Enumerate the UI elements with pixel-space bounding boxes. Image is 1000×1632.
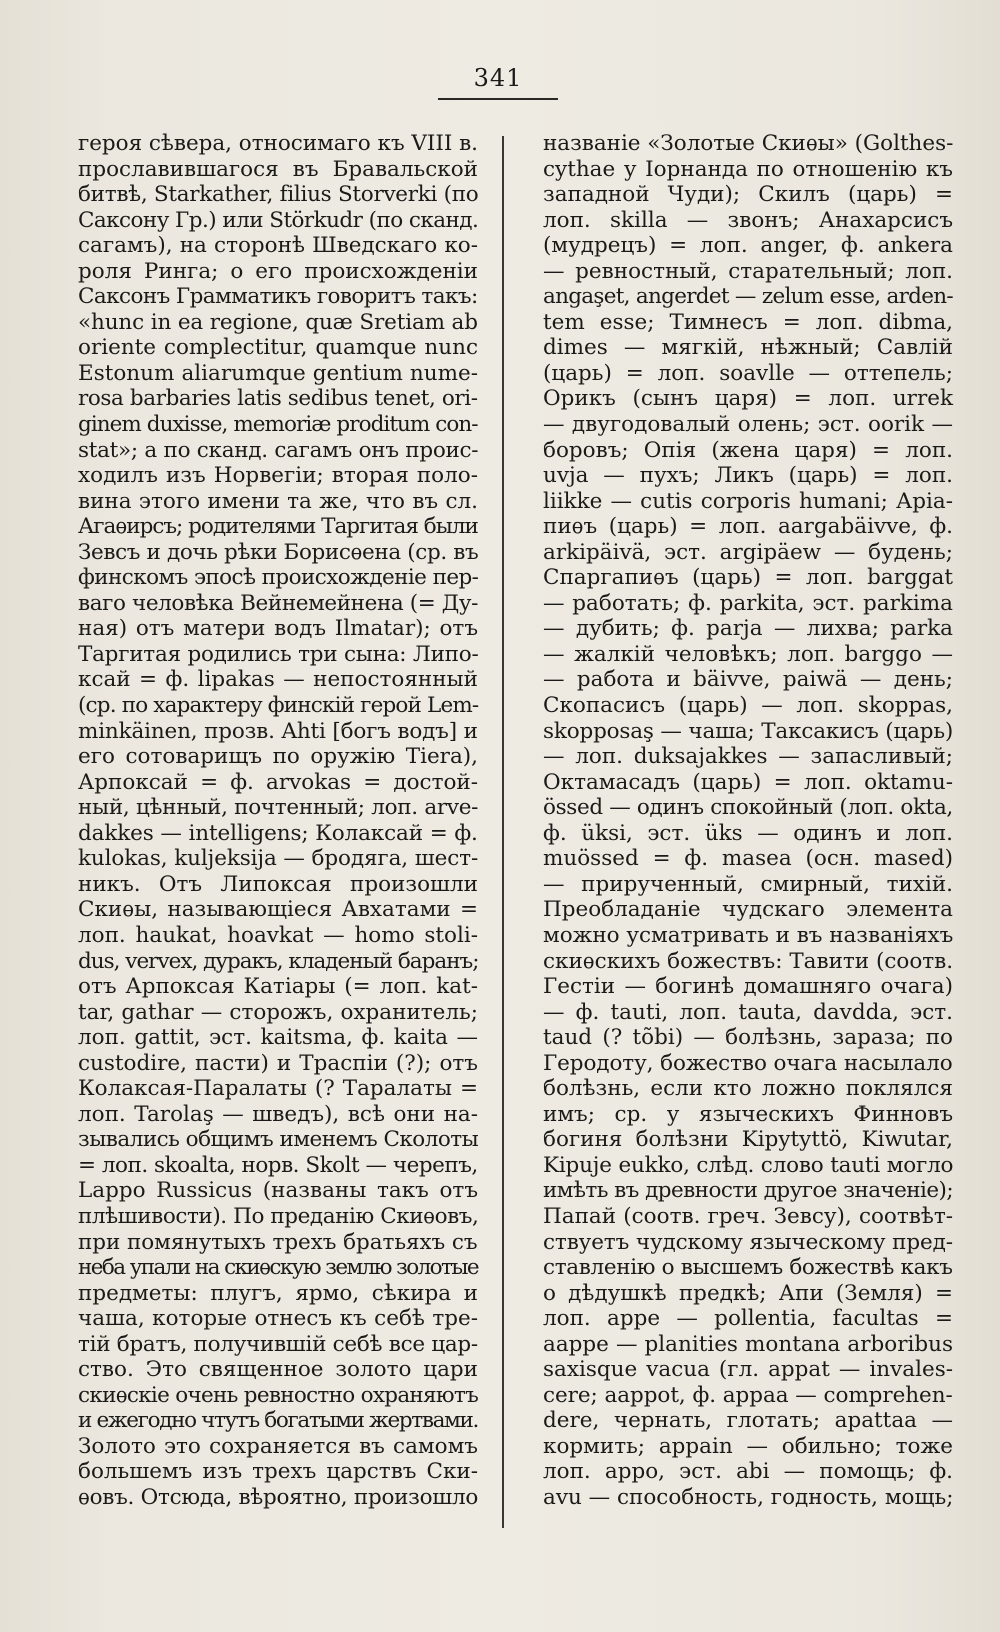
text-line: custodire, пасти) и Траспіи (?); отъ <box>78 1050 478 1076</box>
text-line: имѣть въ древности другое значеніе); <box>543 1178 954 1204</box>
text-line: Агаѳирсъ; родителями Таргитая были <box>78 514 478 540</box>
text-line: (ср. по характеру финскій герой Lem- <box>78 693 479 719</box>
text-line: tar, gathar — сторожъ, охранитель; <box>78 999 478 1025</box>
page-number: 341 <box>473 64 523 92</box>
text-line: никъ. Отъ Липоксая произошли <box>78 871 478 897</box>
text-line: stat»; а по сканд. сагамъ онъ проис- <box>78 437 479 463</box>
text-line: «hunc in ea regione, quæ Sretiam ab <box>78 309 478 335</box>
text-line: болѣзнь, если кто ложно поклялся <box>543 1076 953 1102</box>
text-line: Гестіи — богинѣ домашняго очага) <box>543 974 953 1000</box>
text-line: Арпоксай = ф. arvokas = достой- <box>78 769 478 795</box>
text-line: плѣшивости). По преданію Скиѳовъ, <box>78 1203 479 1229</box>
text-line: лоп. Tarolaş — шведъ), всѣ они на- <box>78 1101 478 1127</box>
text-line: össed — одинъ спокойный (лоп. okta, <box>543 795 953 821</box>
text-line: — прирученный, смирный, тихій. <box>543 871 953 897</box>
text-line: ная) отъ матери водъ Ilmatar); отъ <box>78 616 478 642</box>
text-line: богиня болѣзни Kipytyttö, Kiwutar, <box>543 1127 953 1153</box>
column-divider <box>502 136 504 1528</box>
text-line: ginem duxisse, memoriæ proditum con- <box>78 412 478 438</box>
text-line: ство. Это священное золото цари <box>78 1357 478 1383</box>
text-line: Скопасисъ (царь) — лоп. skoppas, <box>543 693 953 719</box>
text-line: кормить; appain — обильно; тоже <box>543 1433 953 1459</box>
text-line: зывались общимъ именемъ Сколоты <box>78 1127 479 1153</box>
text-line: Папай (соотв. греч. Зевсу), соотвѣт- <box>543 1203 953 1229</box>
text-line: avu — способность, годность, мощь; <box>543 1484 954 1510</box>
text-line: Estonum aliarumque gentium nume- <box>78 360 478 386</box>
text-line: Геродоту, божество очага насылало <box>543 1050 953 1076</box>
text-line: лоп. haukat, hoavkat — homo stoli- <box>78 922 478 948</box>
left-text-column <box>78 131 478 1511</box>
text-line: ствуетъ чудскому языческому пред- <box>543 1229 953 1255</box>
text-line: Lappo Russicus (названы такъ отъ <box>78 1178 478 1204</box>
text-line: (мудрецъ) = лоп. anger, ф. ankera <box>543 233 953 259</box>
text-line: — работать; ф. parkita, эст. parkima <box>543 590 953 616</box>
text-line: dus, vervex, дуракъ, кладеный баранъ; <box>78 948 479 974</box>
text-line: ѳовъ. Отсюда, вѣроятно, произошло <box>78 1484 479 1510</box>
text-line: ный, цѣнный, почтенный; лоп. arve- <box>78 795 479 821</box>
text-line: saxisque vacua (гл. appat — invales- <box>543 1357 953 1383</box>
text-line: cythae у Іорнанда по отношенію къ <box>543 156 953 182</box>
text-line: ходилъ изъ Норвегіи; вторая поло- <box>78 463 478 489</box>
text-line: о дѣдушкѣ предкѣ; Апи (Земля) = <box>543 1280 953 1306</box>
text-line: ксай = ф. lipakas — непостоянный <box>78 667 478 693</box>
text-line: — ф. tauti, лоп. tauta, davdda, эст. <box>543 999 953 1025</box>
text-line: можно усматривать и въ названіяхъ <box>543 922 954 948</box>
text-line: Преобладаніе чудскаго элемента <box>543 897 953 923</box>
text-line: битвѣ, Starkather, filius Storverki (по <box>78 182 479 208</box>
text-line: (царь) = лоп. soavlle — оттепель; <box>543 360 953 386</box>
text-line: Колаксая-Паралаты (? Таралаты = <box>78 1076 478 1102</box>
text-line: пиѳъ (царь) = лоп. aargabäivve, ф. <box>543 514 953 540</box>
text-line: боровъ; Опія (жена царя) = лоп. <box>543 437 953 463</box>
text-line: большемъ изъ трехъ царствъ Ски- <box>78 1459 478 1485</box>
text-line: отъ Арпоксая Катіары (= лоп. kat- <box>78 974 478 1000</box>
text-line: ваго человѣка Вейнемейнена (= Ду- <box>78 590 479 616</box>
text-line: лоп. skilla — звонъ; Анахарсисъ <box>543 207 953 233</box>
text-line: uvja — пухъ; Ликъ (царь) = лоп. <box>543 463 953 489</box>
text-line: Золото это сохраняется въ самомъ <box>78 1433 478 1459</box>
text-line: cere; aappot, ф. appaa — comprehen- <box>543 1382 953 1408</box>
text-line: ставленію о высшемъ божествѣ какъ <box>543 1255 953 1281</box>
text-line: Таргитая родились три сына: Липо- <box>78 641 479 667</box>
text-line: Спаргапиѳъ (царь) = лоп. barggat <box>543 565 953 591</box>
text-line: Скиѳы, называющіеся Авхатами = <box>78 897 478 923</box>
text-line: героя сѣвера, относимаго къ VIII в. <box>78 131 478 156</box>
text-line: Орикъ (сынъ царя) = лоп. urrek <box>543 386 953 412</box>
text-line: oriente complectitur, quamque nunc <box>78 335 478 361</box>
text-line: = лоп. skoalta, норв. Skolt — черепъ, <box>78 1152 478 1178</box>
text-line: Саксону Гр.) или Störkudr (по сканд. <box>78 207 479 233</box>
text-line: dakkes — intelligens; Колаксай = ф. <box>78 820 478 846</box>
header-rule <box>438 98 558 100</box>
text-line: liikke — cutis corporis humani; Аріа- <box>543 488 953 514</box>
text-line: чаша, которые отнесъ къ себѣ тре- <box>78 1306 478 1332</box>
text-line: западной Чуди); Скилъ (царь) = <box>543 182 953 208</box>
text-line: вина этого имени та же, что въ сл. <box>78 488 478 514</box>
text-line: dimes — мягкій, нѣжный; Савлій <box>543 335 953 361</box>
text-line: tem esse; Тимнесъ = лоп. dibma, <box>543 309 953 335</box>
text-line: скиѳскихъ божествъ: Тавити (соотв. <box>543 948 954 974</box>
text-line: имъ; ср. у языческихъ Финновъ <box>543 1101 953 1127</box>
text-line: его сотоварищъ по оружію Tiera), <box>78 744 478 770</box>
text-line: — двугодовалый олень; эст. oorik — <box>543 412 953 438</box>
text-line: angaşet, angerdet — zelum esse, arden- <box>543 284 953 310</box>
text-line: сагамъ), на сторонѣ Шведскаго ко- <box>78 233 478 259</box>
text-line: неба упали на скиѳскую землю золотые <box>78 1255 479 1281</box>
text-line: aappe — planities montana arboribus <box>543 1331 953 1357</box>
right-text-column <box>543 131 953 1511</box>
text-line: — жалкій человѣкъ; лоп. barggo — <box>543 641 953 667</box>
text-line: — работа и bäivve, paiwä — день; <box>543 667 953 693</box>
text-line: прославившагося въ Бравальской <box>78 156 478 182</box>
text-line: названіе «Золотые Скиѳы» (Golthes- <box>543 131 954 156</box>
text-line: тій братъ, получившій себѣ все цар- <box>78 1331 478 1357</box>
text-line: — дубить; ф. parja — лихва; parka <box>543 616 953 642</box>
text-line: taud (? tõbi) — болѣзнь, зараза; по <box>543 1025 953 1051</box>
text-line: и ежегодно чтутъ богатыми жертвами. <box>78 1408 478 1434</box>
text-line: лоп. gattit, эст. kaitsma, ф. kaita — <box>78 1025 478 1051</box>
text-line: предметы: плугъ, ярмо, сѣкира и <box>78 1280 478 1306</box>
text-line: skopposaş — чаша; Таксакисъ (царь) <box>543 718 954 744</box>
text-line: — ревностный, старательный; лоп. <box>543 258 953 284</box>
text-line: Октамасадъ (царь) = лоп. oktamu- <box>543 769 953 795</box>
text-line: Саксонъ Грамматикъ говоритъ такъ: <box>78 284 478 310</box>
text-line: arkipäivä, эст. argipäew — будень; <box>543 539 953 565</box>
text-line: minkäinen, прозв. Ahti [богъ водъ] и <box>78 718 478 744</box>
text-line: финскомъ эпосѣ происхожденіе пер- <box>78 565 479 591</box>
text-line: kulokas, kuljeksija — бродяга, шест- <box>78 846 479 872</box>
text-line: muössed = ф. masea (осн. mased) <box>543 846 953 872</box>
text-line: лоп. appe — pollentia, facultas = <box>543 1306 953 1332</box>
text-line: rosa barbaries latis sedibus tenet, ori- <box>78 386 478 412</box>
text-line: Зевсъ и дочь рѣки Борисѳена (ср. въ <box>78 539 479 565</box>
text-line: Kipuje eukko, слѣд. слово tauti могло <box>543 1152 954 1178</box>
text-line: ф. üksi, эст. üks — одинъ и лоп. <box>543 820 953 846</box>
text-line: — лоп. duksajakkes — запасливый; <box>543 744 953 770</box>
text-line: при помянутыхъ трехъ братьяхъ съ <box>78 1229 478 1255</box>
text-line: dere, чернать, глотать; apattaa — <box>543 1408 953 1434</box>
text-line: роля Ринга; о его происхожденіи <box>78 258 478 284</box>
text-line: лоп. appo, эст. abi — помощь; ф. <box>543 1459 953 1485</box>
text-line: скиѳскіе очень ревностно охраняютъ <box>78 1382 479 1408</box>
